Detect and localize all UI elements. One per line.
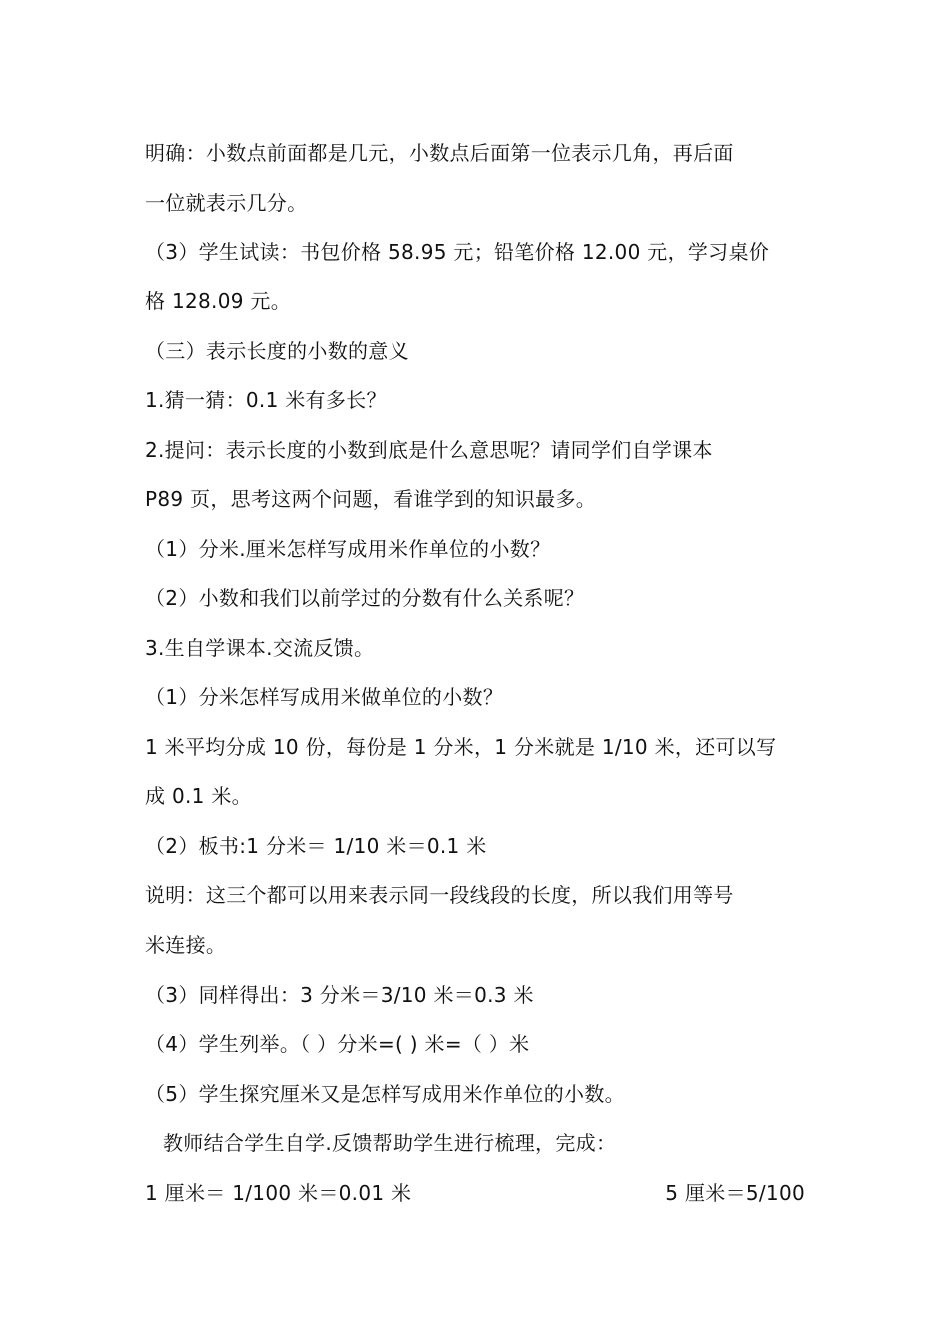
section-heading: （三）表示长度的小数的意义	[145, 339, 409, 363]
text-line: 说明：这三个都可以用来表示同一段线段的长度，所以我们用等号	[145, 883, 734, 907]
text-line: 3.生自学课本.交流反馈。	[145, 636, 375, 660]
text-line: 一位就表示几分。	[145, 191, 308, 215]
text-line: 2.提问：表示长度的小数到底是什么意思呢？请同学们自学课本	[145, 438, 713, 462]
text-line: （1）分米.厘米怎样写成用米作单位的小数？	[145, 537, 551, 561]
text-line: 明确：小数点前面都是几元，小数点后面第一位表示几角，再后面	[145, 141, 734, 165]
text-line: （2）板书:1 分米＝ 1/10 米＝0.1 米	[145, 834, 487, 858]
text-line: （2）小数和我们以前学过的分数有什么关系呢？	[145, 586, 585, 610]
text-line: P89 页，思考这两个问题，看谁学到的知识最多。	[145, 487, 597, 511]
text-line: （3）学生试读：书包价格 58.95 元；铅笔价格 12.00 元，学习桌价	[145, 240, 770, 264]
text-line: 米连接。	[145, 933, 227, 957]
text-right: 5 厘米＝5/100	[665, 1181, 805, 1205]
text-line-two-column	[145, 1179, 805, 1207]
text-line: 教师结合学生自学.反馈帮助学生进行梳理，完成：	[163, 1131, 617, 1155]
text-line: 成 0.1 米。	[145, 784, 252, 808]
text-line: 1.猜一猜：0.1 米有多长？	[145, 388, 387, 412]
text-line: （3）同样得出：3 分米＝3/10 米＝0.3 米	[145, 983, 534, 1007]
text-line: 1 米平均分成 10 份，每份是 1 分米，1 分米就是 1/10 米，还可以写	[145, 735, 777, 759]
text-line: （4）学生列举。（ ）分米=( ) 米=（ ）米	[145, 1032, 530, 1056]
text-left: 1 厘米＝ 1/100 米＝0.01 米	[145, 1181, 412, 1205]
text-line: （5）学生探究厘米又是怎样写成用米作单位的小数。	[145, 1082, 625, 1106]
text-line: 格 128.09 元。	[145, 289, 291, 313]
text-line: （1）分米怎样写成用米做单位的小数？	[145, 685, 504, 709]
